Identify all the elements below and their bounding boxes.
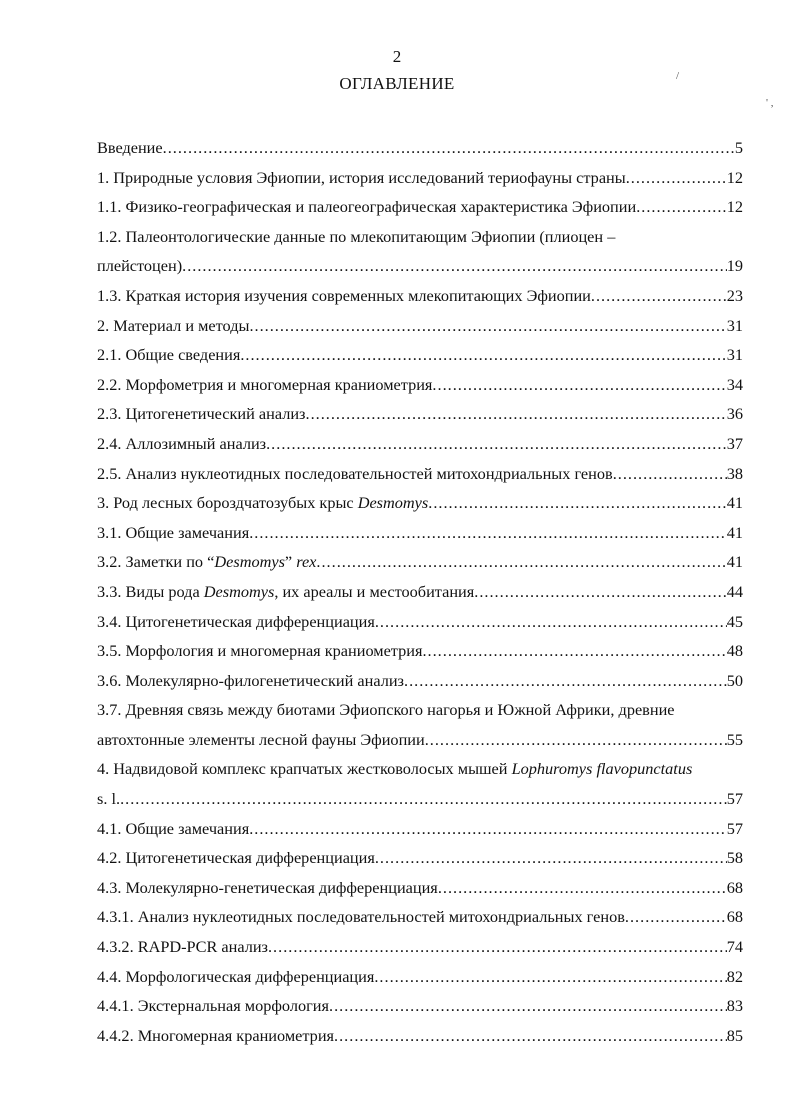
toc-entry[interactable] — [97, 163, 743, 193]
toc-entry-label — [97, 547, 316, 577]
toc-entry-label: 2.1. Общие сведения — [97, 345, 241, 365]
toc-entry-label: 2. Материал и методы — [97, 315, 250, 335]
label-text: ” — [284, 552, 297, 572]
leader-dots — [316, 547, 726, 577]
leader-dots — [182, 251, 727, 281]
leader-dots — [240, 340, 726, 370]
toc-entry-page: 41 — [726, 522, 743, 542]
toc-entry-page: 50 — [726, 670, 743, 690]
label-text: 3. Род лесных бороздчатозубых крыс — [97, 493, 358, 513]
taxon-name: Desmomys — [203, 581, 275, 601]
toc-entry[interactable] — [97, 281, 743, 311]
toc-entry-page: 12 — [726, 167, 743, 187]
page-number: 2 — [392, 47, 402, 66]
toc-entry[interactable] — [97, 843, 743, 873]
label-text: 4. Надвидовой комплекс крапчатых жестковолосых мышей — [97, 759, 512, 779]
toc-entry[interactable] — [97, 932, 743, 962]
toc-entry-label: 4.4.1. Экстернальная морфология — [97, 996, 329, 1016]
toc-entry[interactable] — [97, 547, 743, 577]
toc-entry-label: 2.5. Анализ нуклеотидных последовательностей митохондриальных генов — [97, 463, 613, 483]
toc-entry-page: 55 — [726, 729, 743, 749]
toc-entry[interactable] — [97, 607, 743, 637]
toc-entry-label — [97, 577, 474, 607]
leader-dots — [636, 192, 727, 222]
toc-entry[interactable] — [97, 429, 743, 459]
toc-entry-page: 48 — [726, 641, 743, 661]
toc-entry[interactable] — [97, 192, 743, 222]
toc-entry-label: 4.4. Морфологическая дифференциация — [97, 966, 375, 986]
toc-entry-label-line2: автохтонные элементы лесной фауны Эфиопии — [97, 729, 425, 749]
toc-entry-label: 1. Природные условия Эфиопии, история исследований териофауны страны — [97, 167, 626, 187]
toc-entry[interactable] — [97, 488, 743, 518]
toc-entry-page: 44 — [726, 581, 743, 601]
toc-entry-page: 5 — [734, 138, 743, 157]
toc-entry-label — [97, 488, 428, 518]
toc-entry-label: 2.3. Цитогенетический анализ — [97, 404, 306, 424]
toc-entry[interactable] — [97, 902, 743, 932]
scan-speck: ' , — [766, 97, 774, 109]
toc-entry[interactable] — [97, 636, 743, 666]
toc-entry-page: 74 — [726, 937, 743, 957]
toc-entry[interactable] — [97, 1021, 743, 1051]
label-text: 3.2. Заметки по “ — [97, 552, 215, 572]
leader-dots — [375, 843, 727, 873]
toc-entry-label: 4.4.2. Многомерная краниометрия — [97, 1025, 335, 1045]
toc-entry-label: 4.3. Молекулярно-генетическая дифференциация — [97, 877, 438, 897]
toc-entry-page: 37 — [726, 433, 743, 453]
toc-entry[interactable] — [97, 222, 743, 281]
toc-entry-page: 41 — [726, 493, 743, 513]
leader-dots — [474, 577, 726, 607]
toc-entry-label: 3.6. Молекулярно-филогенетический анализ — [97, 670, 404, 690]
toc-entry-label-line1: 1.2. Палеонтологические данные по млекопитающим Эфиопии (плиоцен – — [97, 226, 616, 246]
toc-entry-label: 3.1. Общие замечания — [97, 522, 250, 542]
toc-entry-label: 4.3.2. RAPD-PCR анализ — [97, 937, 268, 957]
toc-entry[interactable] — [97, 666, 743, 696]
toc-entry-label: 2.4. Аллозимный анализ — [97, 433, 267, 453]
taxon-name: Desmomys — [214, 552, 285, 572]
leader-dots — [625, 902, 727, 932]
leader-dots — [432, 370, 726, 400]
leader-dots — [266, 429, 727, 459]
toc-entry[interactable] — [97, 754, 743, 813]
table-of-contents — [97, 133, 743, 1050]
toc-entry[interactable] — [97, 133, 743, 163]
leader-dots — [268, 932, 727, 962]
toc-entry-page: 38 — [726, 463, 743, 483]
toc-entry-page: 45 — [726, 611, 743, 631]
leader-dots — [428, 488, 726, 518]
leader-dots — [306, 399, 727, 429]
toc-entry-label: 4.3.1. Анализ нуклеотидных последовательностей митохондриальных генов — [97, 907, 625, 927]
leader-dots — [375, 607, 727, 637]
toc-entry-page: 68 — [726, 907, 743, 927]
toc-entry-label: Введение — [97, 138, 163, 157]
toc-entry[interactable] — [97, 991, 743, 1021]
toc-entry[interactable] — [97, 459, 743, 489]
toc-entry[interactable] — [97, 311, 743, 341]
toc-entry[interactable] — [97, 695, 743, 754]
leader-dots — [249, 311, 726, 341]
toc-entry-label: 1.1. Физико-географическая и палеогеографическая характеристика Эфиопии — [97, 197, 637, 217]
toc-entry-label-line2: s. l. — [97, 789, 121, 809]
leader-dots — [249, 814, 727, 844]
toc-entry-label: 4.2. Цитогенетическая дифференциация — [97, 848, 375, 868]
leader-dots — [438, 873, 727, 903]
leader-dots — [626, 163, 727, 193]
toc-entry-label: 3.5. Морфология и многомерная краниометрия — [97, 641, 423, 661]
leader-dots — [425, 725, 727, 755]
leader-dots — [120, 784, 727, 814]
label-text: , их ареалы и местообитания — [274, 581, 475, 601]
toc-entry[interactable] — [97, 577, 743, 607]
toc-entry[interactable] — [97, 873, 743, 903]
toc-entry-label-line1 — [97, 754, 743, 784]
leader-dots — [329, 991, 727, 1021]
toc-entry-page: 83 — [726, 996, 743, 1016]
taxon-name: rex — [296, 552, 317, 572]
toc-entry[interactable] — [97, 814, 743, 844]
leader-dots — [613, 459, 727, 489]
toc-entry-page: 41 — [726, 552, 743, 572]
leader-dots — [374, 962, 726, 992]
toc-entry-label: 2.2. Морфометрия и многомерная краниометрия — [97, 374, 433, 394]
toc-entry-page: 31 — [726, 315, 743, 335]
page-title: ОГЛАВЛЕНИЕ — [339, 74, 455, 93]
toc-entry-page: 23 — [726, 285, 743, 305]
toc-entry[interactable] — [97, 340, 743, 370]
toc-entry-page: 57 — [726, 789, 743, 809]
leader-dots — [163, 133, 735, 163]
toc-entry-label: 1.3. Краткая история изучения современных млекопитающих Эфиопии — [97, 285, 591, 305]
toc-entry[interactable] — [97, 399, 743, 429]
toc-entry-page: 31 — [726, 345, 743, 365]
scan-speck: / — [676, 70, 680, 82]
toc-entry-label: 4.1. Общие замечания — [97, 818, 250, 838]
leader-dots — [404, 666, 727, 696]
toc-entry-page: 85 — [726, 1025, 743, 1045]
toc-entry-page: 82 — [726, 966, 743, 986]
toc-entry-page: 58 — [726, 848, 743, 868]
toc-entry-label-line2: плейстоцен) — [97, 256, 183, 276]
toc-entry[interactable] — [97, 518, 743, 548]
toc-entry-page: 36 — [726, 404, 743, 424]
toc-entry[interactable] — [97, 370, 743, 400]
toc-entry-page: 19 — [726, 256, 743, 276]
toc-entry[interactable] — [97, 962, 743, 992]
leader-dots — [334, 1021, 727, 1051]
leader-dots — [591, 281, 727, 311]
label-text: 3.3. Виды рода — [97, 581, 204, 601]
toc-entry-page: 68 — [726, 877, 743, 897]
toc-entry-page: 34 — [726, 374, 743, 394]
toc-entry-label-line1: 3.7. Древняя связь между биотами Эфиопского нагорья и Южной Африки, древние — [97, 700, 675, 720]
taxon-name: Desmomys — [357, 493, 429, 513]
toc-entry-label: 3.4. Цитогенетическая дифференциация — [97, 611, 375, 631]
leader-dots — [249, 518, 727, 548]
toc-entry-page: 12 — [726, 197, 743, 217]
toc-entry-page: 57 — [726, 818, 743, 838]
taxon-name: Lophuromys flavopunctatus — [511, 759, 693, 779]
leader-dots — [422, 636, 726, 666]
